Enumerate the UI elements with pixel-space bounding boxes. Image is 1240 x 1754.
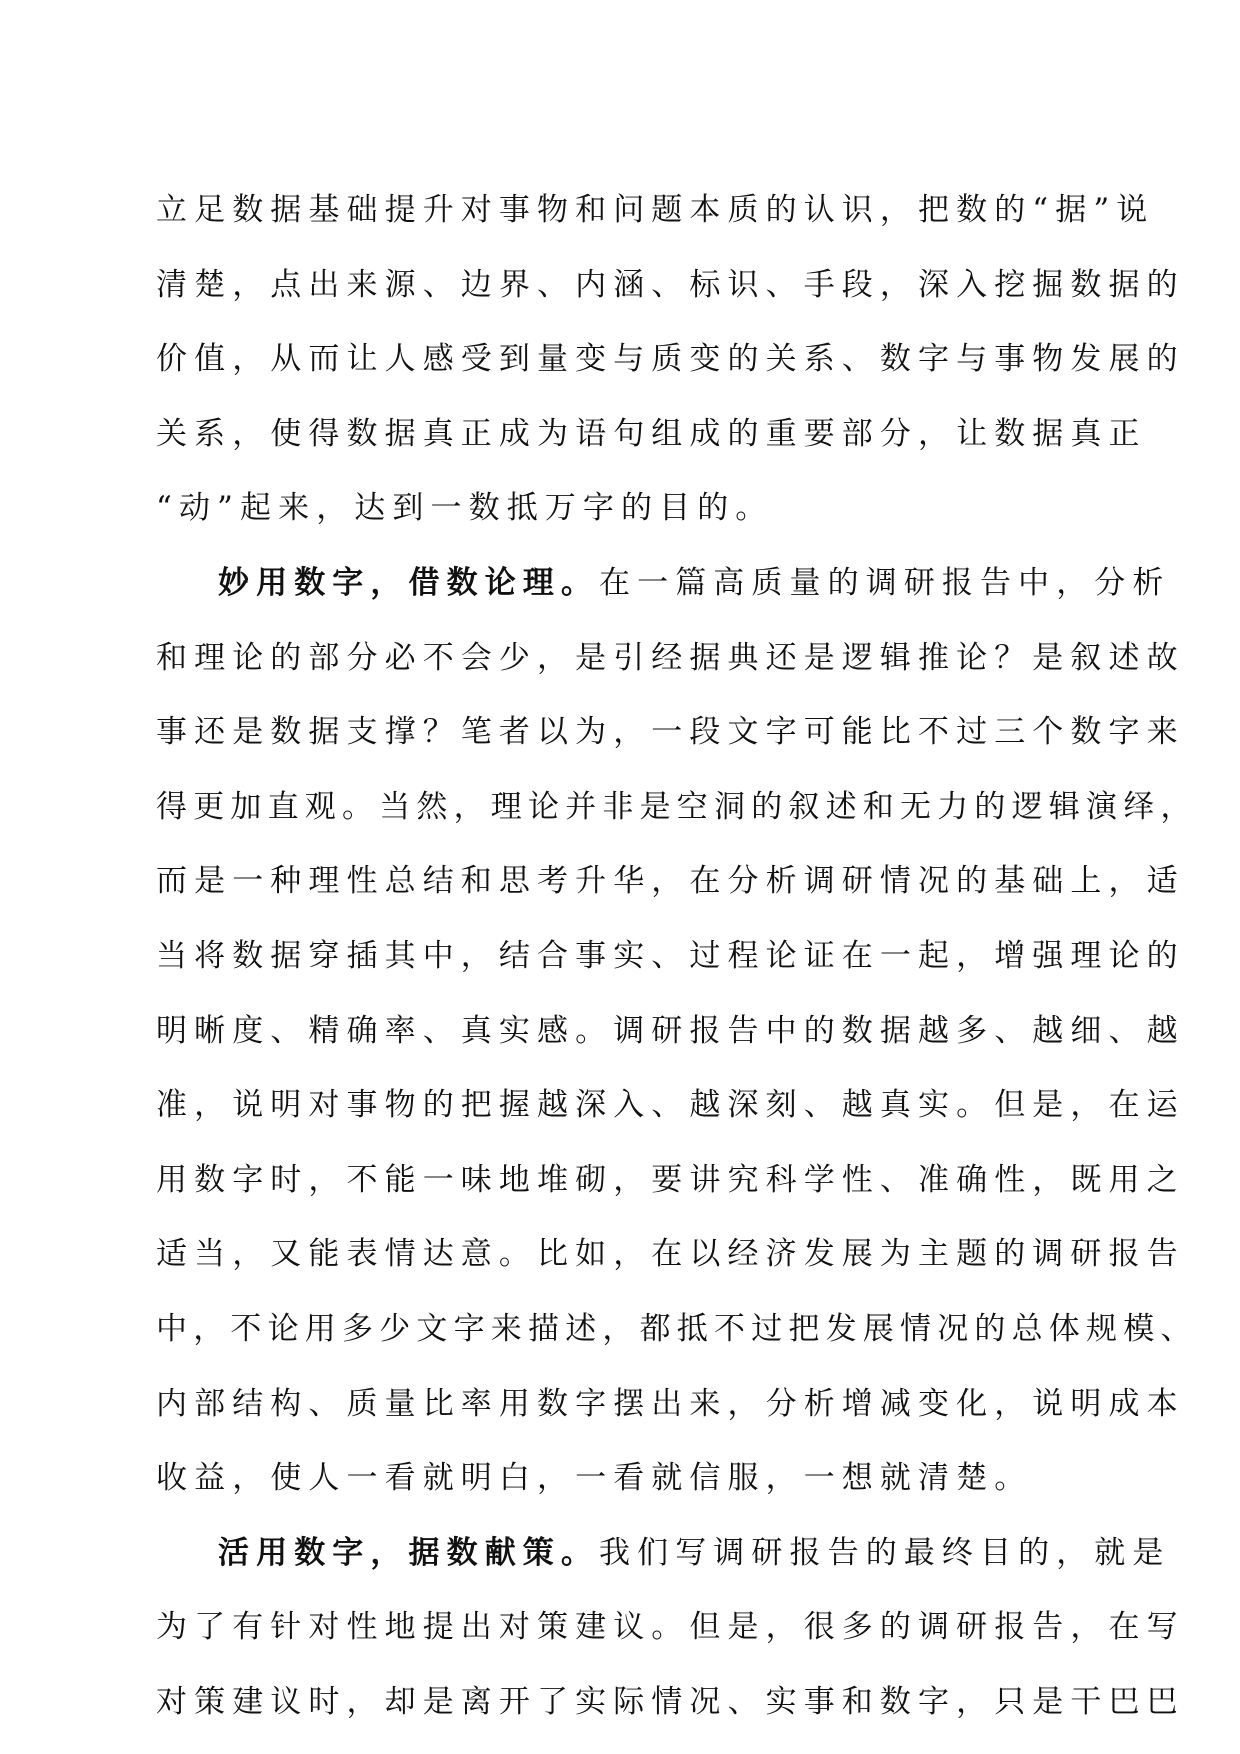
text-run: 我们写调研报告的最终目的，就是	[599, 1534, 1171, 1571]
text-line: 而是一种理性总结和思考升华，在分析调研情况的基础上，适	[156, 863, 1185, 900]
paragraph-first-line	[156, 561, 1171, 636]
text-line: 适当，又能表情达意。比如，在以经济发展为主题的调研报告	[156, 1236, 1185, 1273]
paragraph-lead-heading: 活用数字，据数献策。	[218, 1534, 599, 1571]
text-line: 准，说明对事物的把握越深入、越深刻、越真实。但是，在运	[156, 1087, 1185, 1124]
text-run: 在一篇高质量的调研报告中，分析	[599, 564, 1171, 601]
text-line: 得更加直观。当然，理论并非是空洞的叙述和无力的逻辑演绎，	[156, 788, 1198, 825]
text-line: 当将数据穿插其中，结合事实、过程论证在一起，增强理论的	[156, 937, 1185, 974]
text-line: 收益，使人一看就明白，一看就信服，一想就清楚。	[156, 1460, 1033, 1497]
text-line: 和理论的部分必不会少，是引经据典还是逻辑推论？是叙述故	[156, 639, 1185, 676]
paragraph-lead-heading: 妙用数字，借数论理。	[218, 564, 599, 601]
document-body	[156, 188, 1198, 1754]
text-line: 关系，使得数据真正成为语句组成的重要部分，让数据真正	[156, 415, 1147, 452]
text-line: 价值，从而让人感受到量变与质变的关系、数字与事物发展的	[156, 341, 1185, 378]
paragraph-2	[156, 561, 1198, 1531]
text-line: 清楚，点出来源、边界、内涵、标识、手段，深入挖掘数据的	[156, 266, 1185, 303]
text-line: 用数字时，不能一味地堆砌，要讲究科学性、准确性，既用之	[156, 1161, 1185, 1198]
text-line: 为了有针对性地提出对策建议。但是，很多的调研报告，在写	[156, 1609, 1185, 1646]
text-line: 内部结构、质量比率用数字摆出来，分析增减变化，说明成本	[156, 1385, 1185, 1422]
paragraph-1	[156, 188, 1185, 561]
text-line: 立足数据基础提升对事物和问题本质的认识，把数的“据”说	[156, 192, 1155, 228]
text-line: 事还是数据支撑？笔者以为，一段文字可能比不过三个数字来	[156, 714, 1185, 751]
text-line: 中，不论用多少文字来描述，都抵不过把发展情况的总体规模、	[156, 1310, 1198, 1347]
paragraph-first-line	[156, 1531, 1171, 1606]
text-line: 明晰度、精确率、真实感。调研报告中的数据越多、越细、越	[156, 1012, 1185, 1049]
text-line: “动”起来，达到一数抵万字的目的。	[156, 490, 774, 527]
text-line: 对策建议时，却是离开了实际情况、实事和数字，只是干巴巴	[156, 1683, 1185, 1720]
paragraph-3	[156, 1531, 1185, 1754]
